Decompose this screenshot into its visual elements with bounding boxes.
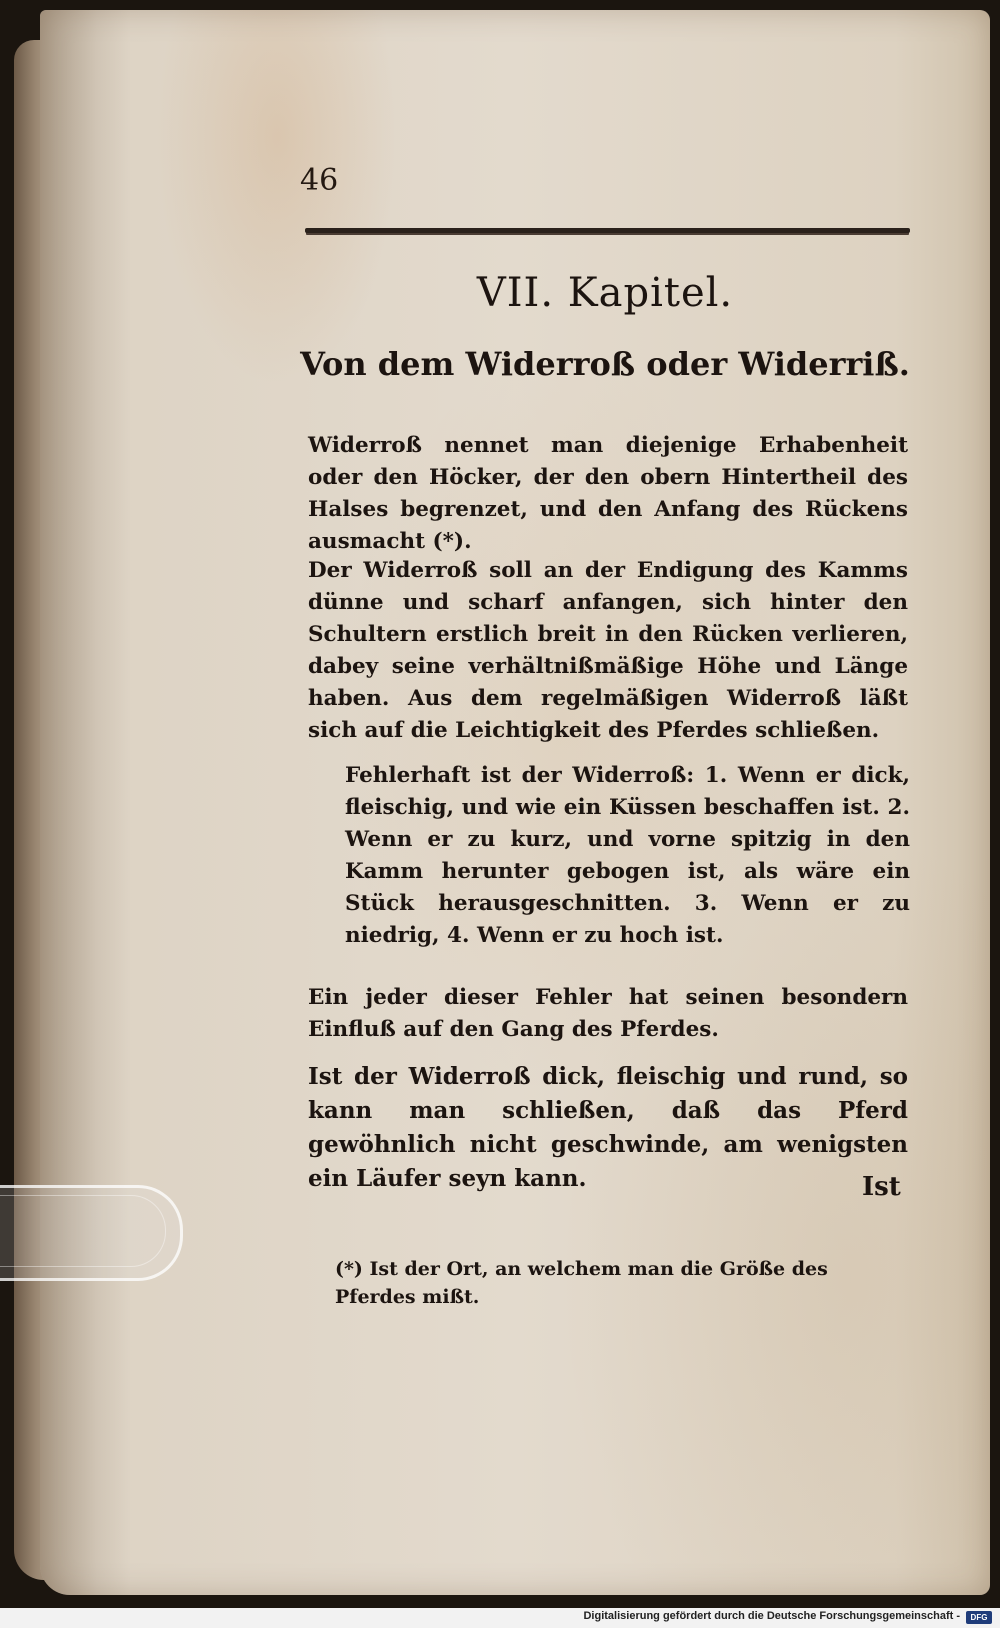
paragraph-2: Der Widerroß soll an der Endigung des Kamms dünne und scharf anfangen, sich hinter den Schultern erstlich breit in den Rücken verlieren, dabey seine verhältnißmäßige Höhe und Länge haben. Aus dem regelmäßigen Widerroß läßt sich auf die Leichtigkeit des Pferdes schließen.	[308, 558, 908, 743]
dfg-logo-icon: DFG	[966, 1611, 992, 1624]
header-rule	[305, 228, 910, 233]
digitization-footer	[0, 1608, 1000, 1628]
footnote: (*) Ist der Ort, an welchem man die Größe des Pferdes mißt.	[335, 1258, 828, 1308]
catchword: Ist	[862, 1172, 901, 1202]
section-title: Von dem Widerroß oder Widerriß.	[300, 345, 910, 383]
paragraph-3: Fehlerhaft ist der Widerroß: 1. Wenn er dick, fleischig, und wie ein Küssen beschaffen ist. 2. Wenn er zu kurz, und vorne spitzig in den Kamm herunter gebogen ist, als wäre ein Stück herausgeschnitten. 3. Wenn er zu niedrig, 4. Wenn er zu hoch ist.	[345, 763, 910, 948]
chapter-title: VII. Kapitel.	[476, 270, 734, 316]
paragraph-1: Widerroß nennet man diejenige Erhabenheit oder den Höcker, der den obern Hintertheil des Halses begrenzet, und den Anfang des Rückens ausmacht (*).	[308, 433, 908, 554]
footer-credit: Digitalisierung gefördert durch die Deutsche Forschungsgemeinschaft -	[583, 1610, 960, 1622]
page-number: 46	[300, 163, 339, 198]
paragraph-5: Ist der Widerroß dick, fleischig und rund, so kann man schließen, daß das Pferd gewöhnlich nicht geschwinde, am wenigsten ein Läufer seyn kann.	[308, 1063, 908, 1192]
page-clip-inner	[0, 1195, 166, 1267]
page-gutter-shadow	[40, 10, 130, 1595]
paragraph-4: Ein jeder dieser Fehler hat seinen besondern Einfluß auf den Gang des Pferdes.	[308, 985, 908, 1042]
